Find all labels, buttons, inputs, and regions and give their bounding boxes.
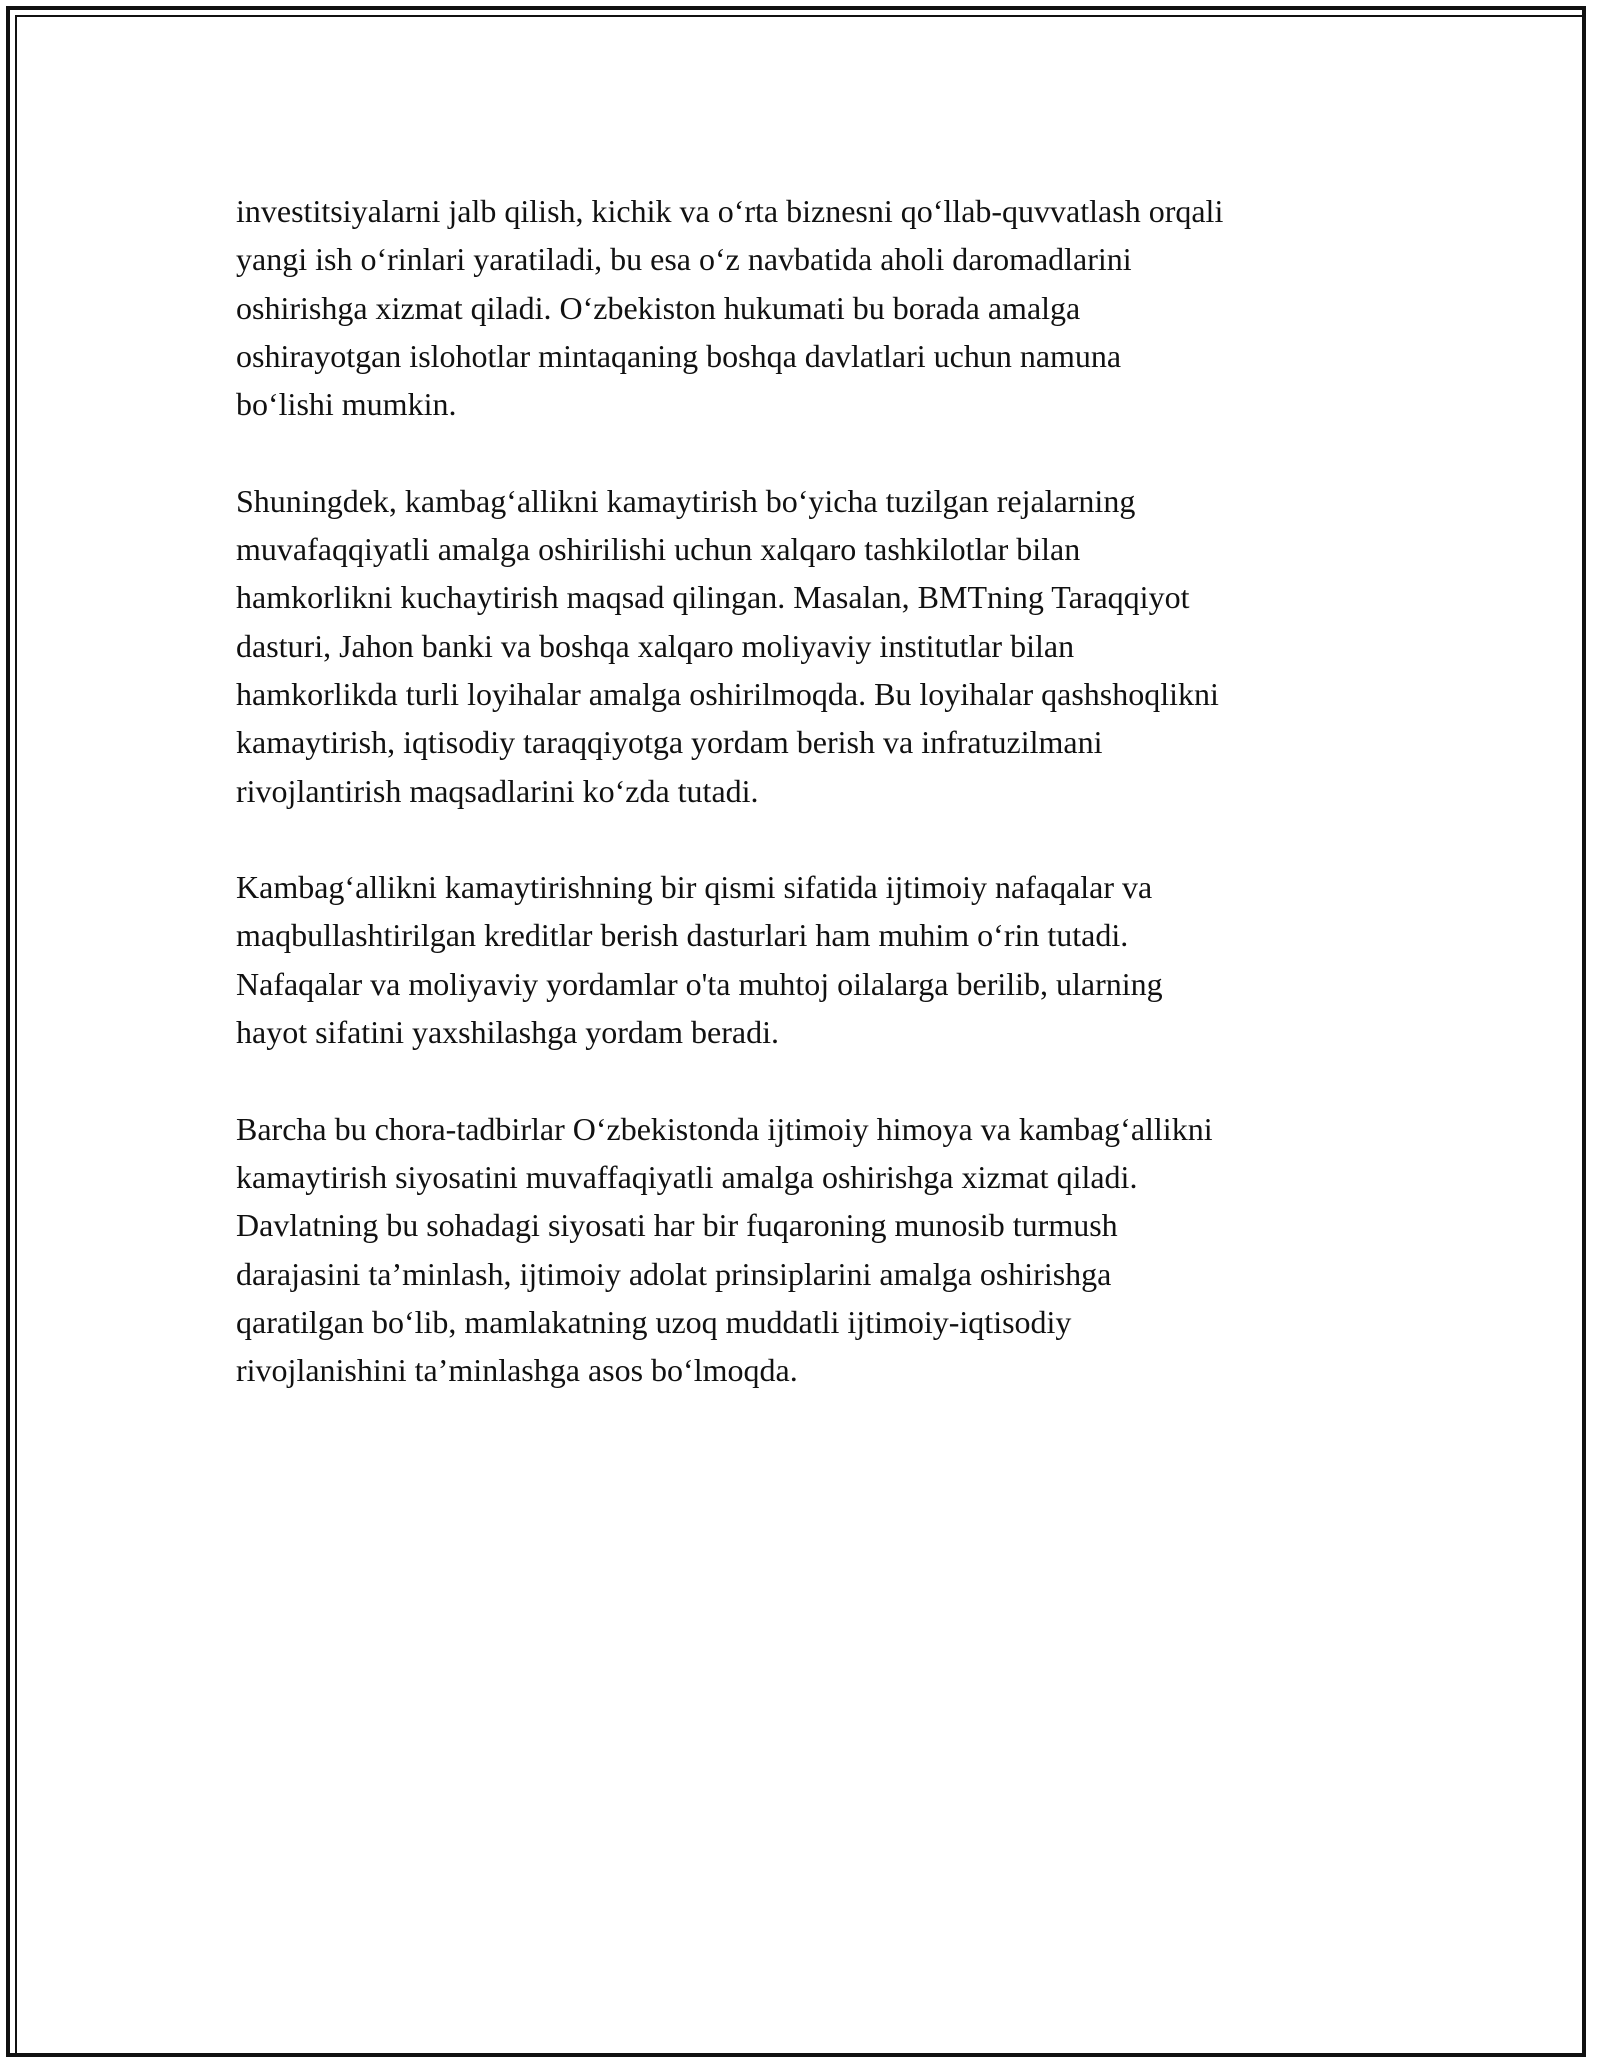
paragraph-4: Barcha bu chora-tadbirlar O‘zbekistonda ijtimoiy himoya va kambag‘allikni kamaytirish siyosatini muvaffaqiyatli amalga oshirishga xizmat qiladi. Davlatning bu sohadagi siyosati har bir fuqaroning munosib turmush darajasini ta’minlash, ijtimoiy adolat prinsiplarini amalga oshirishga qaratilgan bo‘lib, mamlakatning uzoq muddatli ijtimoiy-iqtisodiy rivojlanishini ta’minlashga asos bo‘lmoqda. bbox=[236, 1110, 1213, 1389]
paragraph-3: Kambag‘allikni kamaytirishning bir qismi sifatida ijtimoiy nafaqalar va maqbullashtirilgan kreditlar berish dasturlari ham muhim o‘rin tutadi. Nafaqalar va moliyaviy yordamlar o'ta muhtoj oilalarga berilib, ularning hayot sifatini yaxshilashga yordam beradi. bbox=[236, 869, 1163, 1051]
document-body bbox=[236, 187, 1386, 1443]
paragraph-1: investitsiyalarni jalb qilish, kichik va o‘rta biznesni qo‘llab-quvvatlash orqali yangi ish o‘rinlari yaratiladi, bu esa o‘z navbatida aholi daromadlarini oshirishga xizmat qiladi. O‘zbekiston hukumati bu borada amalga oshirayotgan islohotlar mintaqaning boshqa davlatlari uchun namuna bo‘lishi mumkin. bbox=[236, 193, 1224, 423]
paragraph-2: Shuningdek, kambag‘allikni kamaytirish bo‘yicha tuzilgan rejalarning muvafaqqiyatli amalga oshirilishi uchun xalqaro tashkilotlar bilan hamkorlikni kuchaytirish maqsad qilingan. Masalan, BMTning Taraqqiyot dasturi, Jahon banki va boshqa xalqaro moliyaviy institutlar bilan hamkorlikda turli loyihalar amalga oshirilmoqda. Bu loyihalar qashshoqlikni kamaytirish, iqtisodiy taraqqiyotga yordam berish va infratuzilmani rivojlantirish maqsadlarini ko‘zda tutadi. bbox=[236, 482, 1219, 809]
